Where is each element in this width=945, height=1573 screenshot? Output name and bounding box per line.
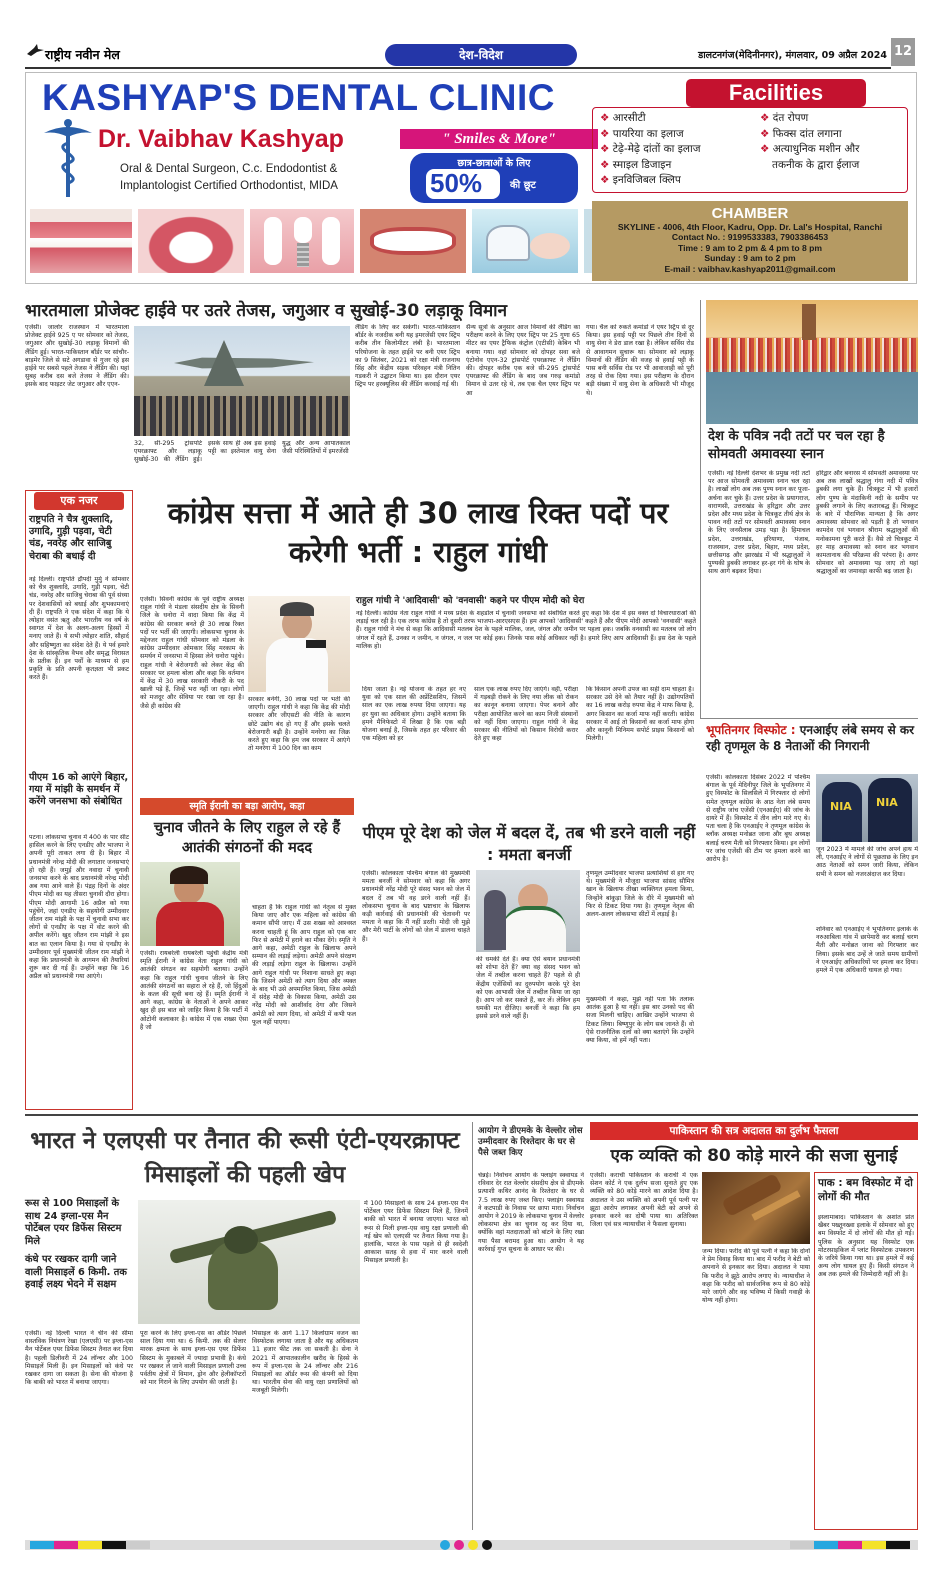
page-number: 12 <box>891 38 915 66</box>
chamber-details <box>592 222 908 274</box>
nazar-body-1: नई दिल्ली। राष्ट्रपति द्रौपदी मुर्मु ने सोमवार को चैत्र शुक्लादि, उगादि, गुड़ी पड़वा, चेटी चंड, नवरेह और साजिबु चेराबा की पूर्व संध्या पर देशवासियों को बधाई और शुभकामनाएं दी हैं। राष्ट्रपति ने एक संदेश में कहा कि ये त्योहार वसंत ऋतु और भारतीय नव वर्ष के स्वागत में देश के अलग-अलग हिस्सों में मनाए जाते हैं। ये सभी त्योहार शांति, सौहार्द और सहिष्णुता का संदेश देते हैं। ये पर्व हमारे देश के सांस्कृतिक वैभव और समृद्ध विरासत के प्रतीक हैं। इन पर्वों के माध्यम से हम प्रकृति के प्रति अपनी कृतज्ञता भी प्रकट करते हैं। <box>29 576 129 682</box>
smriti-irani-photo <box>140 862 240 946</box>
rahul-col-2: सरकार बनेगी, 30 लाख पदों पर भर्ती की जाएगी। राहुल गांधी ने कहा कि केंद्र की मोदी सरकार और जीएसटी की नीति के कारण छोटे उद्योग बंद हो गए हैं और इसके चलते बेरोजगारी बढ़ी है। उन्होंने मनरेगा का जिक्र करते हुए कहा कि हम जब सरकार में आएंगे तो मनरेगा में 100 दिन का काम <box>248 696 350 753</box>
nia-caption: जून 2023 में मामले की जांच अपने हाथ में ली, एनआईए ने लोगों से पूछताछ के लिए इन आठ नेताओं को समन जारी किया, लेकिन सभी ने समन को नजरअंदाज कर दिया। <box>816 846 918 878</box>
facility-item: ❖ दंत रोपण <box>760 112 809 124</box>
facilities-title: Facilities <box>686 79 866 107</box>
bharatmala-headline: भारतमाला प्रोजेक्ट हाईवे पर उतरे तेजस, जगुआर व सुखोई-30 लड़ाकू विमान <box>25 301 508 321</box>
nia-col-1: एजेंसी। कोलकाता दिसंबर 2022 में पश्चिम बंगाल के पूर्व मेदिनीपुर जिले के भूपतिनगर में हुए विस्फोट के सिलसिले में गिरफ्तार दो लोगों समेत तृणमूल कांग्रेस के आठ नेता लंबे समय से राष्ट्रीय जांच एजेंसी (एनआईए) की जांच के दायरे में हैं। विस्फोट में तीन लोग मारे गए थे। पता चला है कि एनआईए ने तृणमूल कांग्रेस के ब्लॉक अध्यक्ष मनोब्रत जाना और बूथ अध्यक्ष बलाई चरण मैती को गिरफ्तार किया। इन लोगों पर जांच एजेंसी की टीम पर हमला करने का आरोप है। <box>706 774 810 864</box>
igla-deck-2: कंधे पर रखकर दागी जाने वाली मिसाइलें 6 किमी. तक हवाई लक्ष्य भेदने में सक्षम <box>25 1254 127 1290</box>
dentures-photo <box>30 209 132 273</box>
nia-col-2: शनिवार को एनआईए ने भूपतिनगर इलाके के नरुआबिला गांव में छापेमारी कर बलाई चरण मैती और मनोब्रत जाना को गिरफ्तार कर लिया। इसके बाद उन्हें ले जाते समय ग्रामीणों ने एनआईए अधिकारियों पर हमला कर दिया। हमले में एक अधिकारी घायल हो गया। <box>816 926 918 975</box>
pak-court-col-2: जन्म दिया। फरीद की पूर्व पत्नी ने कहा कि दोनों ने प्रेम विवाह किया था। बाद में फरीद ने बेटी को अपनाने से इनकार कर दिया। अदालत ने पाया कि फरीद ने झूठे आरोप लगाए थे। न्यायाधीश ने कहा कि फरीद को सार्वजनिक रूप से 80 कोड़े मारे जाएंगे और वह भविष्य में किसी गवाही के योग्य नहीं होगा। <box>702 1248 810 1305</box>
river-bathing-photo <box>706 300 918 424</box>
pak-blast-headline: पाक : बम विस्फोट में दो लोगों की मौत <box>818 1177 913 1203</box>
smriti-headline: चुनाव जीतने के लिए राहुल ले रहे हैं आतंकी संगठनों की मदद <box>153 820 341 856</box>
column-rule <box>700 300 701 718</box>
somvati-headline: देश के पवित्र नदी तटों पर चल रहा है सोमवती अमावस्या स्नान <box>708 429 885 462</box>
pak-court-headline: एक व्यक्ति को 80 कोड़े मारने की सजा सुनाई <box>610 1146 898 1166</box>
chamber-time: Time : 9 am to 2 pm & 4 pm to 8 pm <box>677 242 823 253</box>
offer-caption: छात्र-छात्राओं के लिए <box>457 158 531 169</box>
facility-item: ❖ पायरिया का इलाज <box>600 127 684 140</box>
implant-photo <box>250 209 354 273</box>
mamata-col-1: एजेंसी। कोलकाता पश्चिम बंगाल की मुख्यमंत्री ममता बनर्जी ने सोमवार को कहा कि अगर प्रधानमंत्री नरेंद्र मोदी पूरे संसद भवन को जेल में बदल दें तब भी वह डरने वाली नहीं हैं। लोकसभा चुनाव के बाद भ्रष्टाचार के खिलाफ कड़ी कार्रवाई की प्रधानमंत्री की चेतावनी पर ममता ने कहा कि मैं नहीं डरती। मोदी जी मुझे और मेरी पार्टी के लोगों को जेल में डालना चाहते हैं। <box>362 870 470 943</box>
pak-court-col-1: एजेंसी। कराची पाकिस्तान के कराची में एक सेशन कोर्ट ने एक दुर्लभ सजा सुनाते हुए एक व्यक्ति को 80 कोड़े मारने का आदेश दिया है। अदालत ने उस व्यक्ति को अपनी पूर्व पत्नी पर झूठा आरोप लगाकर अपनी बेटी को अपने से इनकार करने का दोषी पाया था। अतिरिक्त जिला एवं सत्र न्यायाधीश ने फैसला सुनाया। <box>590 1172 698 1229</box>
nazar-headline-1: राष्ट्रपति ने चैत्र शुक्लादि, उगादि, गुड़ी पड़वा, चेटी चंड, नवरेह और साजिबु चेराबा की बधाई दी <box>29 514 114 562</box>
nazar-body-2: पटना। लोकसभा चुनाव में 400 के पार सीट हासिल करने के लिए एनडीए और भाजपा ने अपनी पूरी ताकत लगा दी है। बिहार में प्रधानमंत्री नरेन्द्र मोदी की लगातार जनसभाएं हो रही हैं। जमुई और नवादा में चुनावी जनसभा करने के बाद प्रधानमंत्री नरेन्द्र मोदी अब गया आने वाले हैं। पंद्रह दिनों के अंदर पीएम मोदी का यह तीसरा चुनावी दौरा होगा। पीएम मोदी आगामी 16 अप्रैल को गया पहुंचेंगे, जहां एनडीए के सहयोगी उम्मीदवार जीतन राम मांझी के पक्ष में चुनावी सभा कर लोगों से एनडीए के पक्ष में वोट करने की अपील करेंगे। खुद जीतन राम मांझी ने इस बात का एलान किया है। गया से एनडीए के उम्मीदवार पूर्व मुख्यमंत्री जीतन राम मांझी ने कहा कि प्रधानमंत्री के आगमन की तैयारियां शुरू कर दी गई हैं। उन्होंने कहा कि 16 अप्रैल को प्रधानमंत्री गया आएंगे। <box>29 834 129 981</box>
masthead <box>25 38 915 68</box>
chamber-contact: Contact No. : 9199533383, 7903386453 <box>671 232 829 243</box>
rahul-gandhi-photo <box>248 596 350 692</box>
aligner-photo <box>472 209 578 273</box>
facility-item: ❖ इनविजिबल क्लिप <box>600 174 681 186</box>
mamata-headline: पीएम पूरे देश को जेल में बदल दें, तब भी डरने वाली नहीं : ममता बनर्जी <box>362 823 696 864</box>
section-rule <box>700 718 918 719</box>
pak-blast-body: इस्लामाबाद। पाकिस्तान के अशांत प्रांत खैबर पख्तूनख्वा इलाके में सोमवार को हुए बम विस्फोट में दो लोगों की मौत हो गई। पुलिस के अनुसार यह विस्फोट एक मोटरसाइकिल में प्लांट विस्फोटक उपकरण के जरिये किया गया था। इस हमले में कई अन्य लोग घायल हुए हैं। किसी संगठन ने अब तक हमले की जिम्मेदारी नहीं ली है। <box>818 1214 914 1279</box>
igla-headline: भारत ने एलएसी पर तैनात की रूसी एंटी-एयरक्राफ्ट मिसाइलों की पहली खेप <box>30 1128 460 1188</box>
igla-col-4: में 100 मिसाइलों के साथ 24 इग्ला-एस मैन पोर्टेबल एयर डिफेंस सिस्टम मिले हैं, जिनमें बाकी को भारत में बनाया जाएगा। भारत को रूस से मिली इग्ला-एस वायु रक्षा प्रणाली की नई खेप को एलएसी पर तैनात किया गया है। हालांकि, भारत के पास पहले से ही स्वदेशी आकाश सतह से हवा में मार करने वाली मिसाइल प्रणाली है। <box>364 1200 468 1265</box>
caduceus-icon <box>38 117 98 199</box>
chamber-email: E-mail : vaibhav.kashyap2011@gmail.com <box>664 263 836 274</box>
rahul-headline: कांग्रेस सत्ता में आते ही 30 लाख रिक्त पदों पर करेगी भर्ती : राहुल गांधी <box>167 496 669 569</box>
qualifications-1: Oral & Dental Surgeon, C.c. Endodontist & <box>120 163 338 175</box>
doctor-name: Dr. Vaibhav Kashyap <box>98 125 344 153</box>
facilities-right <box>760 111 906 173</box>
clinic-name: KASHYAP'S DENTAL CLINIC <box>42 77 556 118</box>
rahul-col-3: नई दिल्ली। कांग्रेस नेता राहुल गांधी ने मध्य प्रदेश के शहडोल में चुनावी जनसभा को संबोधित करते हुए कहा कि देश में इस वक्त दो विचारधाराओं की लड़ाई चल रही है। एक तरफ कांग्रेस है तो दूसरी तरफ भाजपा-आरएसएस हैं। हम आपको 'आदिवासी' कहते हैं और पीएम मोदी आपको 'वनवासी' कहते हैं। राहुल गांधी ने मंच से कहा कि आदिवासी मतलब देश के पहले मालिक, जल, जंगल और जमीन पर पहला हक। जबकि वनवासी का मतलब जो लोग जंगल में रहते हैं, उनका न जमीन, न जंगल, न जल पर कोई हक। जिनके पास कोई अधिकार नहीं है। हमारे लिए आप आदिवासी हैं। इस देश के पहले मालिक हो। <box>356 610 696 650</box>
vellore-body: चेन्नई। निर्वाचन आयोग के फ्लाइंग स्क्वायड ने रविवार देर रात वेल्लोर संसदीय क्षेत्र से डीएमके प्रत्याशी कथिर आनंद के रिश्तेदार के घर से 7.5 लाख रुपए जब्त किए। फ्लाइंग स्क्वायड ने कटपाडी के निवास पर छापा मारा। निर्वाचन आयोग ने 2019 के लोकसभा चुनाव में वेल्लोर लोकसभा क्षेत्र का चुनाव रद्द कर दिया था, क्योंकि वहां मतदाताओं को बांटने के लिए रखा गया पैसा बरामद हुआ था। आयोग ने यह कार्रवाई गुप्त सूचना के आधार पर की। <box>478 1172 584 1253</box>
denture-model-photo <box>138 209 244 273</box>
facility-item: ❖ स्माइल डिजाइन <box>600 158 672 171</box>
facility-item: ❖ अत्याधुनिक मशीन और <box>760 143 860 155</box>
rahul-col-1: एजेंसी। सिवनी कांग्रेस के पूर्व राष्ट्रीय अध्यक्ष राहुल गांधी ने मंडला संसदीय क्षेत्र के सिवनी जिले के धनोरा में वादा किया कि केंद्र में कांग्रेस की सरकार बनते ही 30 लाख रिक्त पदों पर भर्ती की जाएगी। लोकसभा चुनाव के मद्देनजर राहुल गांधी सोमवार को मंडला के कांग्रेस उम्मीदवार ओमकार सिंह मरकाम के समर्थन में जनसभा में हिस्सा लेने धनोरा पहुंचे। राहुल गांधी ने बेरोजगारी को लेकर केंद्र की सरकार पर हमला बोला और कहा कि वर्तमान में केंद्र में 30 लाख सरकारी नौकरी के पद खाली पड़े हैं, जिन्हें भरा नहीं जा रहा। लोगों को मजदूर और सेविया पर रखा जा रहा है। जैसे ही कांग्रेस की <box>140 596 244 710</box>
igla-col-1: एजेंसी। नई दिल्ली भारत ने चीन की सीमा वास्तविक नियंत्रण रेखा (एलएसी) पर इग्ला-एस मैन पोर्टेबल एयर डिफेंस सिस्टम तैनात कर दिया है। पहली डिलीवरी में 24 लॉन्चर और 100 मिसाइलें मिली हैं। इन मिसाइलों को कंधे पर रखकर दागा जा सकता है। सेना की योजना है कि बाकी को भारत में बनाया जाएगा। <box>25 1330 133 1387</box>
dental-clinic-ad <box>25 72 917 284</box>
facility-item: ❖ आरसीटी <box>600 112 646 124</box>
igla-col-2: पूरा करने के लिए इग्ला-एस का ऑर्डर पिछले साल दिया गया था। 6 किमी. तक की सेलार मारक क्षमता के साथ इग्ला-एस एयर डिफेंस सिस्टम के मुकाबले में ज्यादा प्रभावी है। कंधे पर रखकर ले जाने वाली मिसाइल प्रणाली उच्च पर्वतीय क्षेत्रों में विमान, ड्रोन और हेलीकॉप्टरों को मार गिराने के लिए उपयोग की जाती है। <box>140 1330 246 1387</box>
missile-soldier-photo <box>138 1200 360 1324</box>
somvati-col-2: हरिद्वार और बनारस में सोमवती अमावस्या पर अब तक लाखों श्रद्धालु गंगा नदी में पवित्र डुबकी लगा चुके हैं। चित्रकूट में भी हजारों लोग पुण्य के मंदाकिनी नदी के समीप पर डुबकी लगाने के लिए कतारबद्ध हैं। चित्रकूट के बारे में पौराणिक मान्यता है कि अगर अमावस्या सोमवार को पड़ती है तो भगवान कामदेव एवं भगवान श्रीराम श्रद्धालुओं की मनोकामना पूरी करते हैं। वैसे तो चित्रकूट में हर माह अमावस्या को स्नान कर भगवान कामतानाथ की परिक्रमा की परंपरा है। अगर सोमवार को अमावस्या पड़ जाए तो यहां श्रद्धालुओं का जमावड़ा काफी बढ़ जाता है। <box>816 470 918 576</box>
smile-photo <box>360 209 466 273</box>
igla-deck-1: रूस से 100 मिसाइलों के साथ 24 इग्ला-एस मैन पोर्टेबल एयर डिफेंस सिस्टम मिले <box>25 1198 122 1247</box>
color-bar-right <box>790 1541 910 1549</box>
nia-officers-photo: NIA NIA <box>816 774 918 842</box>
chamber-sunday: Sunday : 9 am to 2 pm <box>704 253 796 264</box>
somvati-col-1: एजेंसी। नई दिल्ली देशभर के प्रमुख नदी तटों पर आज सोमवती अमावस्या स्नान चल रहा है। लाखों लोग अब तक पुण्य स्नान कर पूजा-अर्चना कर चुके हैं। उत्तर प्रदेश के प्रयागराज, वाराणसी, उत्तराखंड के हरिद्वार और उत्तर प्रदेश और मध्य प्रदेश के चित्रकूट तीर्थ क्षेत्र के पावन नदी तटों पर सोमवती अमावस्या स्नान के लिए जनसैलाब उमड़ पड़ा है। हिमाचल प्रदेश, उत्तराखंड, हरियाणा, पंजाब, राजस्थान, उत्तर प्रदेश, बिहार, मध्य प्रदेश, छत्तीसगढ़ और झारखंड में भी श्रद्धालुओं ने पुण्यकी डुबकी लगाकर हर-हर गंगे के घोष के साथ आगे बढ़कर दिया। <box>708 470 810 576</box>
nia-headline: भूपतिनगर विस्फोट : एनआईए लंबे समय से कर रही तृणमूल के 8 नेताओं की निगरानी <box>706 723 915 753</box>
masthead-rule <box>25 67 891 69</box>
igla-col-3: मिसाइल के आगे 1.17 किलोग्राम वजन का विस्फोटक लगाया जाता है और यह अधिकतम 11 हजार फीट तक जा सकती है। सेना ने 2021 में आपातकालीन खरीद के हिस्से के रूप में इग्ला-एस के 24 लॉन्चर और 216 मिसाइलों का ऑर्डर रूस की कंपनी को दिया था। भारतीय सेना की वायु रक्षा प्रणालियों को मजबूती मिलेगी। <box>252 1330 358 1395</box>
vellore-headline: आयोग ने डीएमके के वेल्लोर लोस उम्मीदवार के रिश्तेदार के घर से पैसे जब्त किए <box>478 1126 583 1158</box>
rahul-col-6: कि किसान अपनी उपज का सही दाम चाहता है। सरकार उसे देने को तैयार नहीं है। उद्योगपतियों का 16 लाख करोड़ रुपया केंद्र ने माफ किया है, अगर किसान का कर्जा माफ नहीं करती। कांग्रेस सरकार में आई तो किसानों का कर्जा माफ होगा और कानूनी मिनिमम सपोर्ट प्राइस किसानों को मिलेगी। <box>586 686 694 743</box>
smriti-col-1: एजेंसी। रायबरेली रायबरेली पहुंची केंद्रीय मंत्री स्मृति ईरानी ने कांग्रेस नेता राहुल गांधी को आतंकी संगठन का सहयोगी बताया। उन्होंने कहा कि राहुल गांधी चुनाव जीतने के लिए आतंकी संगठनों का सहारा ले रहे हैं, जो हिंदुओं के कत्ल की सूची बना रहे हैं। स्मृति ईरानी ने आगे कहा, कांग्रेस के नेताओं ने अपने आकर खुद ही इस बात को जाहिर किया है कि पार्टी में ओटोनी कलाकार है। कांग्रेस में एक शख्स ऐसा है जो <box>140 950 248 1031</box>
offer-suffix: की छूट <box>510 180 536 191</box>
mamata-col-2: की धमकी देते हैं। क्या ऐसे बयान प्रधानमंत्री को शोभा देते हैं? क्या वह संसद भवन को जेल में तब्दील करना चाहते हैं? पहले से ही केंद्रीय एजेंसियों का दुरुपयोग करके पूरे देश को एक आभासी जेल में तब्दील किया जा रहा है। आप जो कर सकते हैं, कर लें। लेकिन हम धमकी मत दीजिए। बनर्जी ने कहा कि हम इससे डरने वाले नहीं हैं। <box>476 956 580 1021</box>
bharatmala-col-3: सैन्य सूत्रों के अनुसार आज विमानों की लैंडिंग का परीक्षण करने के लिए एयर स्ट्रिप पर 25 गुणा 65 मीटर का एयर ट्रैफिक कंट्रोल (एटीसी) केबिन भी बनाया गया। वहां सोमवार को दोपहर सवा बजे एंटोनोव एएन-32 ट्रांसपोर्ट एयरक्राफ्ट ने लैंडिंग की। दोपहर करीब एक बजे सी-295 ट्रांसपोर्ट एयरक्राफ्ट की लैंडिंग के बाद जब गरुड़ कमांडो विमान से उतर रहे थे, तब एक चैल एयर स्ट्रिप पर आ <box>466 324 580 397</box>
facility-item: ❖ फिक्स दांत लगाना <box>760 127 842 140</box>
section-label: देश-विदेश <box>385 44 577 66</box>
rahul-col-5: साल एक लाख रुपए दिए जाएंगे। वहीं, परीक्षा में गड़बड़ी रोकने के लिए नया लीक को रोकन का कानून बनाया जाएगा। पेपर बनाने और परीक्षा आयोजित करने का काम निजी संस्थानों को नहीं दिया जाएगा। राहुल गांधी ने केंद्र सरकार की नीतियों को किसान विरोधी करार देते हुए कहा <box>474 686 578 743</box>
chamber-title: CHAMBER <box>711 205 789 222</box>
facility-item: तकनीक के द्वारा ईलाज <box>772 158 860 171</box>
rahul-col-4: दिया जाता है। नई योजना के तहत हर नए युवा को एक साल की अप्रेंटिसशिप, जिसमें साल का एक लाख रुपया दिया जाएगा। यह हर युवा का अधिकार होगा। उन्होंने बताया कि हमने मैनिफेस्टो में लिखा है कि एक बड़ी योजना बनाई है, जिसके तहत हर परिवार की एक महिला को हर <box>362 686 466 743</box>
color-bar-left <box>30 1541 150 1549</box>
newspaper-title: राष्ट्रीय नवीन मेल <box>45 47 120 62</box>
bharatmala-caption: 32, सी-295 ट्रांसपोर्ट एयरक्राफ्ट और लड़ाकू सुखोई-30 की लैंडिंग हुई। इसके साथ ही अब इस हवाई पट्टी का इस्तेमाल वायु सेना युद्ध और अन्य आपातकाल जैसी परिस्थितियों में इमरजेंसी <box>134 440 350 464</box>
facilities-left <box>600 111 768 189</box>
smriti-kicker: स्मृति ईरानी का बड़ा आरोप, कहा <box>140 798 354 815</box>
tagline: " Smiles & More" <box>400 129 598 149</box>
dateline: डालटनगंज(मेदिनीनगर), मंगलवार, 09 अप्रैल 2024 <box>698 50 887 61</box>
section-rule <box>25 1114 918 1116</box>
chamber-address: SKYLINE - 4006, 4th Floor, Kadru, Opp. Dr. Lal's Hospital, Ranchi <box>617 222 883 232</box>
ek-nazar-label: एक नजर <box>34 492 124 510</box>
student-offer <box>410 153 578 203</box>
mamata-col-3: तृणमूल उम्मीदवार भाजपा प्रत्याशियों से हार गए थे। मुख्यमंत्री ने मौजूदा भाजपा सांसद सौमित्र खान के खिलाफ तीखा व्यक्तिगत हमला किया, जिन्होंने बांकुड़ा जिले के दौरे में मुख्यमंत्री को फिर से टिकट दिया गया है। तृणमूल नेतृत्व की अलग-अलग लोकसभा सीटों में लड़ाई है। <box>586 870 694 919</box>
facility-item: ❖ टेढ़े-मेढ़े दांतों का इलाज <box>600 143 701 155</box>
bharatmala-col-4: गया। चैल को रुकते कमांडो ने एयर स्ट्रिप से दूर किया। इस हवाई पट्टी पर पिछले तीन दिनों से वायु सेना ने डेरा डाल रखा है। लेकिन सर्विस रोड से आवागमन सुचारू था। सोमवार को लड़ाकू विमानों की लैंडिंग की वजह से हवाई पट्टी के पास बनी सर्विस रोड पर भी आवाजाही को पूरी तरह से रोक दिया गया। इस परीक्षण के दौरान बड़ी संख्या में वायु सेना के अधिकारी भी मौजूद थे। <box>586 324 694 397</box>
smriti-col-2: चाहता है कि राहुल गांधी को नेतृत्व से मुक्त किया जाए और एक महिला को कांग्रेस की कमान सौंपी जाए। मैं उस शख्स को आश्वस्त करना चाहती हूं कि आप राहुल को एक बार फिर से अमेठी में हराने का मौका देंगे। स्मृति ने आगे कहा, अमेठी राहुल के खिलाफ अपने सम्मान की लड़ाई लड़ेगा। अमेठी अपने संरक्षण की लड़ाई लड़ेगा राहुल के खिलाफ। उन्होंने आगे राहुल गांधी पर निशाना साधते हुए कहा कि जिसने अमेठी को त्याग दिया और व्यक्त के बाद भी उसे अपमानित किया, जिस अमेठी में संदेह मोदी के विकास किया, अमेठी उस नरेंद्र मोदी को आशीर्वाद देगा और जिसने अमेठी को त्याग दिया, वो अमेठी में कभी फल फूल नहीं पाएगा। <box>252 904 356 1026</box>
registration-marks <box>440 1540 510 1550</box>
mamata-col-4: मुख्यमंत्री ने कहा, मुझे नहीं पता कि तलाक आतंक हुआ है या नहीं। इस बार उनको पद की सजा मिलनी चाहिए। आखिर उन्होंने भाजपा से टिकट लिया। बिष्णुपुर के लोग सब जानते हैं। वो ऐसे राजनीतिक दलों को क्या बताएंगे कि उन्होंने क्या किया, वो हमें नहीं पता। <box>586 996 694 1045</box>
mamata-banerjee-photo <box>476 870 580 952</box>
fighter-jet-photo <box>134 326 350 436</box>
column-rule <box>472 1122 473 1530</box>
offer-percent-value: 50% <box>430 168 483 198</box>
bird-logo-icon <box>25 42 45 58</box>
bharatmala-col-1: एजेंसी। जालोर राजस्थान में भारतमाला प्रोजेक्ट हाईवे 925 ए पर सोमवार को तेजस, जगुआर और सुखोई-30 लड़ाकू विमानों की लैंडिंग हुई। भारत-पाकिस्तान बॉर्डर पर सांचौर-बाड़मेर जिले से सटे अगडावा से गुजर रहे इस हाईवे पर सबसे पहले तेजस ने लैंडिंग की। यहां सुबह करीब दस बजे तेजस ने लैंडिंग की। इसके बाद फाइटर जेट जगुआर और एएन- <box>25 324 129 389</box>
gavel-photo <box>702 1172 810 1244</box>
rahul-subhead: राहुल गांधी ने 'आदिवासी' को 'वनवासी' कहने पर पीएम मोदी को घेरा <box>356 596 585 606</box>
pak-court-banner: पाकिस्तान की सत्र अदालत का दुर्लभ फैसला <box>590 1122 918 1140</box>
qualifications-2: Implantologist Certified Orthodontist, MIDA <box>120 180 338 192</box>
bharatmala-col-2: लैंडिंग के लिए कर सकेगी। भारत-पाकिस्तान बॉर्डर के नजदीक बनी यह इमरजेंसी एयर स्ट्रिप करीब तीन किलोमीटर लंबी है। भारतमाला परियोजना के तहत हाईवे पर बनी एयर स्ट्रिप का 9 सितंबर, 2021 को रक्षा मंत्री राजनाथ सिंह और केंद्रीय सड़क परिवहन मंत्री नितिन गडकरी ने उद्घाटन किया था। इस दौरान एयर स्ट्रिप पर हरक्यूलिस की लैंडिंग करवाई गई थी। <box>355 324 460 389</box>
nazar-headline-2: पीएम 16 को आएंगे बिहार, गया में मांझी के समर्थन में करेंगे जनसभा को संबोधित <box>29 772 129 808</box>
